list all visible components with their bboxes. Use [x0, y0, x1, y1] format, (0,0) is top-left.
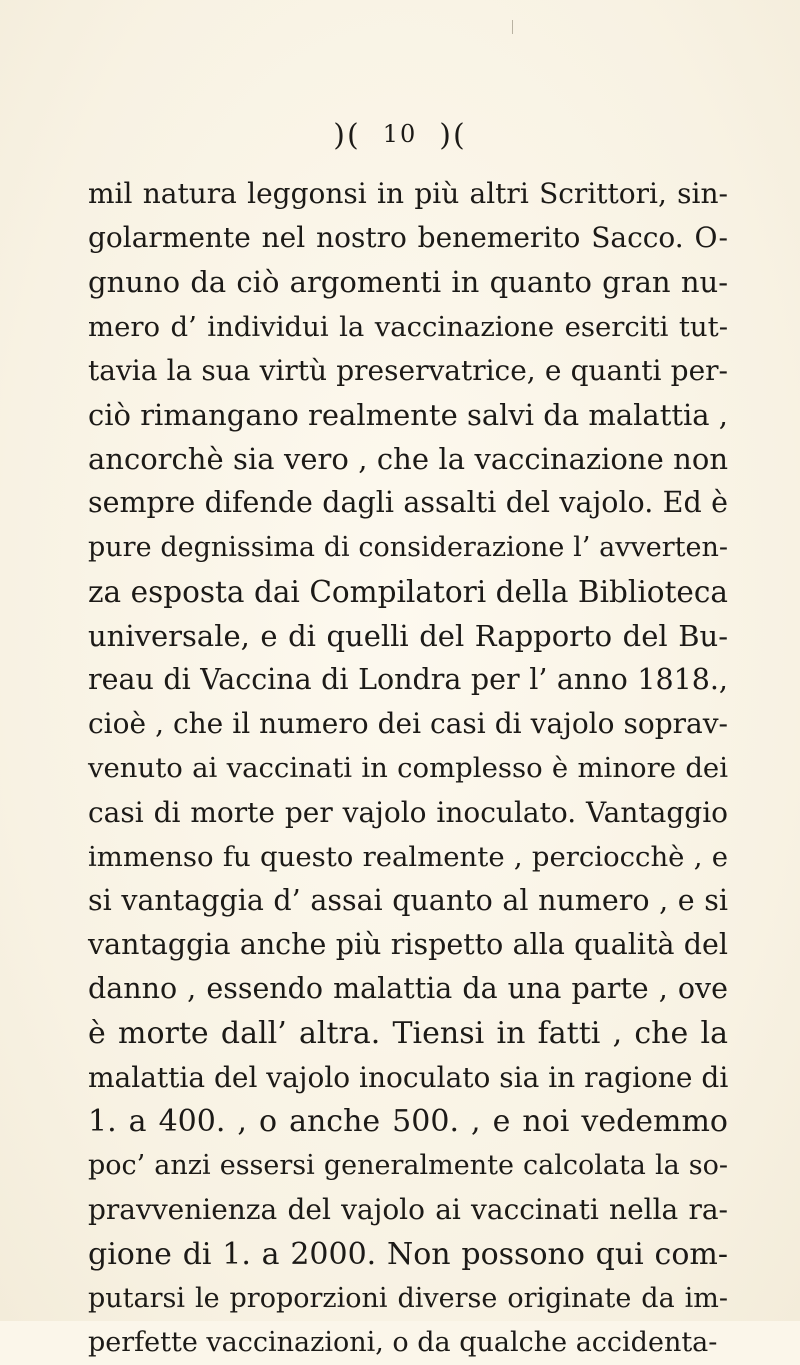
- text-line: 1. a 400. , o anche 500. , e noi vedemmo: [88, 1103, 728, 1139]
- text-line: universale, e di quelli del Rapporto del Bu-: [88, 618, 728, 653]
- text-line: ancorchè sia vero , che la vaccinazione non: [88, 442, 728, 477]
- text-line: vantaggia anche più rispetto alla qualità del: [88, 928, 728, 962]
- text-line: pravvenienza del vajolo ai vaccinati nella ra-: [88, 1193, 728, 1227]
- text-line: casi di morte per vajolo inoculato. Vantaggio: [88, 795, 728, 829]
- text-line: poc’ anzi essersi generalmente calcolata la so-: [88, 1150, 728, 1182]
- text-line: gione di 1. a 2000. Non possono qui com-: [88, 1236, 728, 1272]
- text-line: immenso fu questo realmente , perciocchè , e: [88, 840, 728, 873]
- text-line: malattia del vajolo inoculato sia in ragione di: [88, 1060, 729, 1094]
- text-line: perfette vaccinazioni, o da qualche accidenta-: [88, 1326, 718, 1358]
- text-line: venuto ai vaccinati in complesso è minore dei: [88, 752, 728, 785]
- text-line: ciò rimangano realmente salvi da malattia ,: [88, 397, 729, 432]
- text-line: tavia la sua virtù preservatrice, e quanti per-: [88, 353, 728, 387]
- paper-speck: [512, 20, 513, 34]
- text-line: è morte dall’ altra. Tiensi in fatti , che la: [88, 1015, 728, 1051]
- text-line: putarsi le proporzioni diverse originate da im-: [88, 1282, 728, 1314]
- page-header: [0, 118, 800, 153]
- text-line: reau di Vaccina di Londra per l’ anno 1818.,: [88, 663, 728, 697]
- text-line: za esposta dai Compilatori della Biblioteca: [88, 574, 728, 609]
- text-line: mero d’ individui la vaccinazione eserciti tut-: [88, 310, 728, 343]
- text-line: pure degnissima di considerazione l’ avverten-: [88, 531, 728, 563]
- header-left-ornament: )(: [333, 118, 361, 153]
- text-line: danno , essendo malattia da una parte , ove: [88, 972, 728, 1006]
- text-line: sempre difende dagli assalti del vajolo. Ed è: [88, 486, 728, 520]
- page-number: 10: [382, 120, 418, 148]
- text-line: golarmente nel nostro benemerito Sacco. O-: [88, 221, 728, 255]
- text-line: gnuno da ciò argomenti in quanto gran nu-: [88, 265, 728, 300]
- text-line: si vantaggia d’ assai quanto al numero , e si: [88, 884, 728, 917]
- body-text: [88, 172, 728, 1365]
- header-right-ornament: )(: [439, 118, 467, 153]
- text-line: mil natura leggonsi in più altri Scrittori, sin-: [88, 177, 728, 210]
- text-line: cioè , che il numero dei casi di vajolo soprav-: [88, 707, 728, 741]
